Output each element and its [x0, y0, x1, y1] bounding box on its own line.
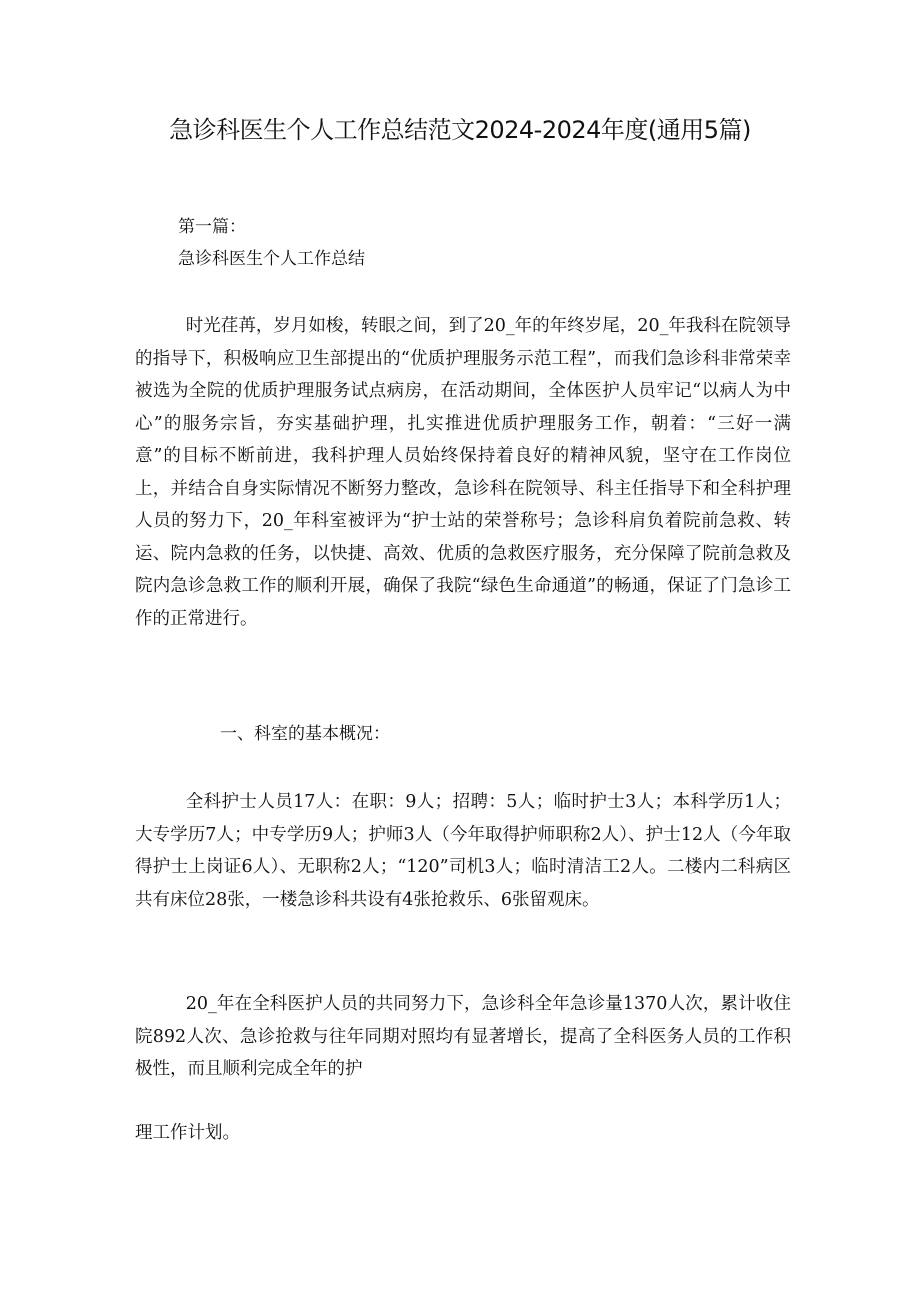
- document-title: 急诊科医生个人工作总结范文2024-2024年度(通用5篇): [169, 116, 751, 144]
- workload-paragraph: 20_年在全科医护人员的共同努力下，急诊科全年急诊量1370人次，累计收住院892人次、急诊抢救与往年同期对照均有显著增长，提高了全科医务人员的工作积极性，而且顺利完成全年的护: [135, 994, 791, 1079]
- section-subtitle: 急诊科医生个人工作总结: [178, 249, 365, 269]
- section-heading-overview: 一、科室的基本概况：: [220, 724, 390, 744]
- staff-paragraph: 全科护士人员17人：在职：9人；招聘：5人；临时护士3人；本科学历1人；大专学历7人；中专学历9人；护师3人（今年取得护师职称2人）、护士12人（今年取得护士上岗证6人）、无职称2人；“120”司机3人；临时清洁工2人。二楼内二科病区共有床位28张，一楼急诊科共设有4张抢救乐、6张留观床。: [135, 792, 791, 910]
- section-label: 第一篇：: [178, 217, 246, 237]
- workload-paragraph-continued: 理工作计划。: [135, 1123, 240, 1143]
- intro-paragraph: 时光荏苒，岁月如梭，转眼之间，到了20_年的年终岁尾，20_年我科在院领导的指导下，积极响应卫生部提出的“优质护理服务示范工程”，而我们急诊科非常荣幸被选为全院的优质护理服务试点病房，在活动期间，全体医护人员牢记“以病人为中心”的服务宗旨，夯实基础护理，扎实推进优质护理服务工作，朝着：“三好一满意”的目标不断前进，我科护理人员始终保持着良好的精神风貌，坚守在工作岗位上，并结合自身实际情况不断努力整改，急诊科在院领导、科主任指导下和全科护理人员的努力下，20_年科室被评为“护士站的荣誉称号；急诊科肩负着院前急救、转运、院内急救的任务，以快捷、高效、优质的急救医疗服务，充分保障了院前急救及院内急诊急救工作的顺利开展，确保了我院“绿色生命通道”的畅通，保证了门急诊工作的正常进行。: [135, 316, 791, 629]
